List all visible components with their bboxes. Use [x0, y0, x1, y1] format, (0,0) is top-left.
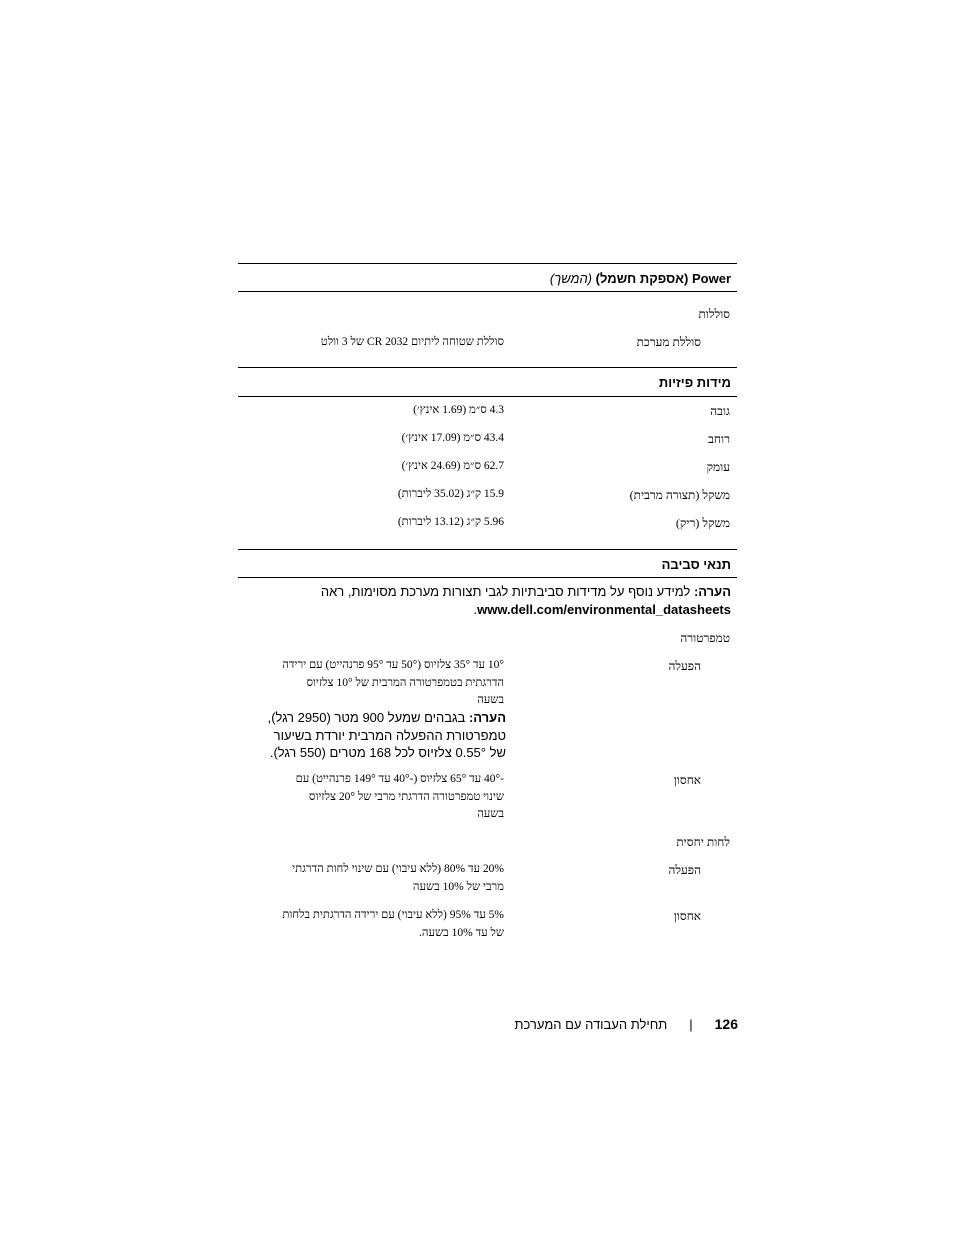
humidity-operating-value: 20% עד 80% (ללא עיבוי) עם שינוי לחות הדרגתי מרבי של 10% בשעה [292, 863, 504, 893]
humidity-operating-label: הפעלה [668, 863, 701, 877]
environment-note: הערה: למידע נוסף על מדידות סביבתיות לגבי תצורות מערכת מסוימות, ראה www.dell.com/environmental_datasheets. [320, 584, 731, 617]
rule [238, 396, 737, 397]
rule [238, 367, 737, 368]
temperature-altitude-note: הערה: בגבהים שמעל 900 מטר (2950 רגל), טמפרטורת ההפעלה המרבית יורדת בשיעור של 0.55° צלזיוס לכל 168 מטרים (550 רגל). [267, 710, 506, 760]
section-title-environment: תנאי סביבה [661, 557, 731, 572]
humidity-storage-value: 5% עד 95% (ללא עיבוי) עם ירידה הדרגתית בלחות של עד 10% בשעה. [282, 909, 504, 939]
dimension-label: עומק [706, 460, 730, 474]
dimension-value: 5.96 ק״ג (13.12 ליברות) [397, 516, 504, 528]
environment-datasheets-link: www.dell.com/environmental_datasheets [477, 601, 731, 617]
rule [238, 263, 737, 264]
system-battery-value: סוללת שטוחה ליתיום CR 2032 של 3 וולט [320, 336, 504, 348]
humidity-label: לחות יחסית [676, 835, 730, 849]
rule [238, 549, 737, 550]
page-number: 126 [714, 1016, 738, 1032]
footer-separator: | [689, 1017, 693, 1032]
batteries-label: סוללות [698, 307, 730, 321]
dimension-label: רוחב [708, 432, 730, 446]
dimension-label: גובה [710, 404, 730, 418]
rule [238, 577, 737, 578]
dimension-value: 62.7 ס״מ (24.69 אינץ׳) [401, 460, 504, 472]
temperature-operating-label: הפעלה [668, 659, 701, 673]
dimension-label: משקל (ריק) [675, 516, 730, 530]
chapter-title: תחילת העבודה עם המערכת [514, 1017, 668, 1032]
dimension-label: משקל (תצורה מרבית) [629, 488, 730, 502]
section-title-dimensions: מידות פיזיות [658, 375, 731, 390]
temperature-storage-value: -40° עד 65° צלזיוס (-40° עד 149° פרנהייט) עם שינוי טמפרטורה הדרגתי מרבי של 20° צלזיוס בשעה [295, 773, 504, 820]
dimension-value: 15.9 ק״ג (35.02 ליברות) [397, 488, 504, 500]
temperature-label: טמפרטורה [680, 631, 730, 645]
system-battery-label: סוללת מערכת [636, 335, 701, 349]
temperature-storage-label: אחסון [673, 773, 701, 787]
page-footer [515, 1016, 738, 1032]
temperature-operating-value: 10° עד 35° צלזיוס (50° עד 95° פרנהייט) עם ירידה הדרגתית בטמפרטורה המרבית של 10° צלזיוס בשעה [282, 659, 504, 706]
dimension-value: 43.4 ס״מ (17.09 אינץ׳) [401, 432, 504, 444]
rule [238, 291, 737, 292]
humidity-storage-label: אחסון [673, 909, 701, 923]
dimension-value: 4.3 ס״מ (1.69 אינץ׳) [413, 404, 504, 416]
section-title-power: Power (אספקת חשמל) (המשך) [549, 271, 731, 286]
